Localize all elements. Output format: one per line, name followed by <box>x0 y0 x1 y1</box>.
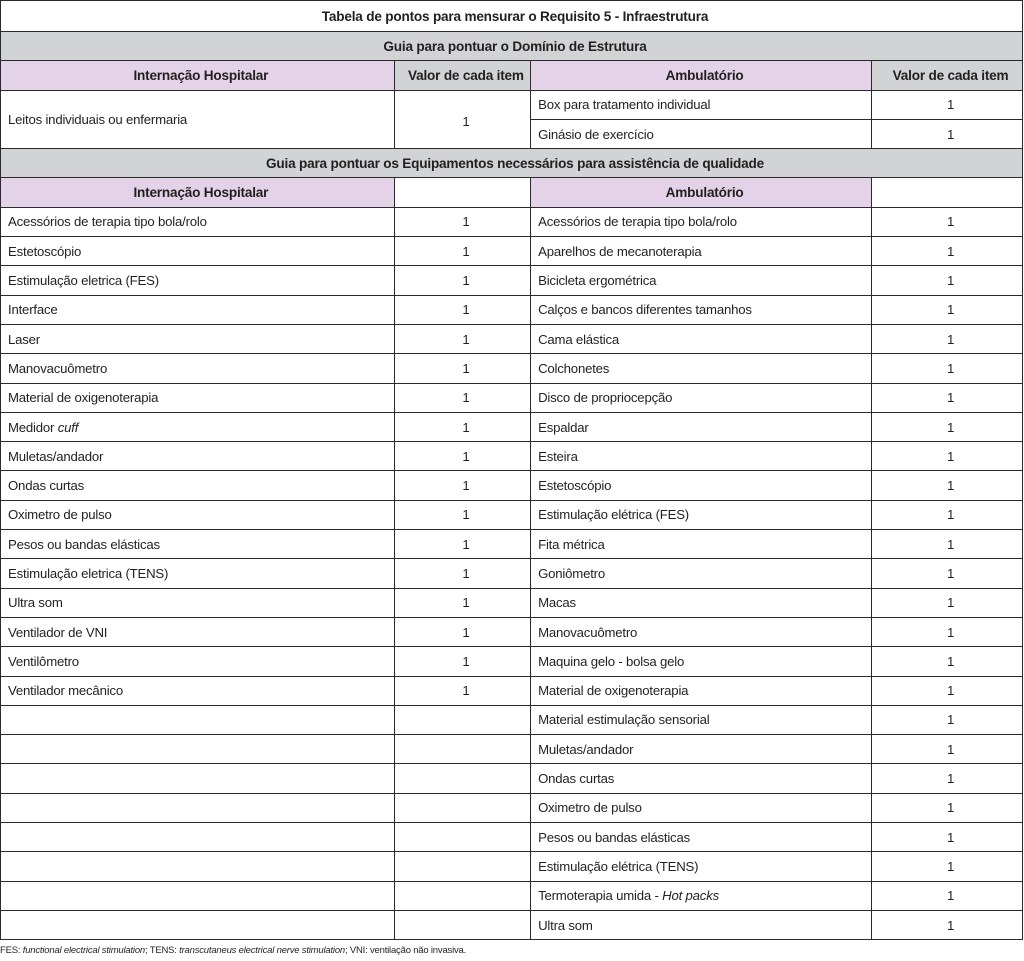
left-item-value <box>394 207 530 236</box>
right-item-value <box>872 412 1023 441</box>
right-item-value-text: 1 <box>946 419 955 435</box>
table-row <box>1 705 1023 734</box>
right-item-text: Oximetro de pulso <box>538 800 642 816</box>
left-item-value-text: 1 <box>462 273 470 289</box>
left-item-value-text: 1 <box>462 478 470 494</box>
section-1-header-row <box>1 61 1023 90</box>
left-item-value <box>394 793 530 822</box>
right-item <box>531 735 872 764</box>
left-item <box>1 588 395 617</box>
left-item-text: Pesos ou bandas elásticas <box>8 536 160 552</box>
section-2-header-row <box>1 178 1023 207</box>
right-item-value <box>872 588 1023 617</box>
left-item-text: Interface <box>8 302 58 318</box>
footnote-text: functional electrical stimulation <box>22 945 146 956</box>
left-item-text: Estimulação eletrica (TENS) <box>8 565 169 581</box>
left-item <box>1 471 395 500</box>
right-item-value <box>872 881 1023 910</box>
right-item-value-text: 1 <box>946 243 955 259</box>
right-item-text: Acessórios de terapia tipo bola/rolo <box>538 214 737 230</box>
left-item <box>1 705 395 734</box>
left-item-text: Laser <box>8 331 40 347</box>
table-row <box>1 823 1023 852</box>
right-item-value-text: 1 <box>946 565 955 581</box>
right-item-text: Muletas/andador <box>538 741 634 757</box>
left-item <box>1 910 395 939</box>
left-item-value <box>394 910 530 939</box>
right-item-value-text: 1 <box>946 360 955 376</box>
table-row <box>1 617 1023 646</box>
table-row <box>1 588 1023 617</box>
left-item <box>1 383 395 412</box>
left-item-value-text: 1 <box>462 390 470 406</box>
section-1-right-item-value: 1 <box>872 90 1023 119</box>
right-item-value <box>872 793 1023 822</box>
left-item-value <box>394 354 530 383</box>
right-item-value <box>872 324 1023 353</box>
right-item <box>531 764 872 793</box>
left-item-value <box>394 647 530 676</box>
right-item-value-text: 1 <box>946 214 955 230</box>
left-item <box>1 793 395 822</box>
right-item <box>531 500 872 529</box>
left-item-value <box>394 442 530 471</box>
right-item-text: Colchonetes <box>538 360 610 376</box>
right-item <box>531 237 872 266</box>
left-item-value-text: 1 <box>462 595 470 611</box>
right-item-value <box>872 500 1023 529</box>
section-1-right-item: Ginásio de exercício <box>531 119 872 148</box>
right-item <box>531 412 872 441</box>
left-item-text: Acessórios de terapia tipo bola/rolo <box>8 214 207 230</box>
right-item-value <box>872 910 1023 939</box>
left-item-value <box>394 559 530 588</box>
right-item <box>531 793 872 822</box>
right-item-value-text: 1 <box>946 800 955 816</box>
left-item-value <box>394 412 530 441</box>
right-item-value <box>872 676 1023 705</box>
left-item <box>1 823 395 852</box>
section-1-left-item: Leitos individuais ou enfermaria <box>1 90 395 149</box>
left-item-text: Material de oxigenoterapia <box>8 390 159 406</box>
right-item-value <box>872 735 1023 764</box>
left-item-italic-text: cuff <box>57 419 79 435</box>
right-item-text: Macas <box>538 595 576 611</box>
left-item-text: Ondas curtas <box>8 478 85 494</box>
right-item-value <box>872 471 1023 500</box>
right-item-value-text: 1 <box>946 273 955 289</box>
section-1-right-item-value: 1 <box>872 119 1023 148</box>
right-item-value <box>872 207 1023 236</box>
left-item <box>1 764 395 793</box>
footnote-text: ; VNI: ventilação não invasiva. <box>345 945 467 956</box>
left-item-value <box>394 295 530 324</box>
right-item-value <box>872 442 1023 471</box>
right-item-value <box>872 237 1023 266</box>
left-item-text: Ventilador de VNI <box>8 624 108 640</box>
left-item-value-text: 1 <box>462 243 470 259</box>
right-item-value <box>872 383 1023 412</box>
left-item-value <box>394 735 530 764</box>
right-item-value <box>872 295 1023 324</box>
right-item-value <box>872 764 1023 793</box>
right-item-value <box>872 354 1023 383</box>
right-item <box>531 324 872 353</box>
right-item <box>531 852 872 881</box>
right-item-text: Fita métrica <box>538 536 605 552</box>
section-1-header-left-value: Valor de cada item <box>394 61 530 90</box>
right-item-text: Estimulação elétrica (TENS) <box>538 858 699 874</box>
table-row <box>1 793 1023 822</box>
right-item-value-text: 1 <box>946 331 955 347</box>
right-item-text: Ultra som <box>538 917 593 933</box>
right-item-value-text: 1 <box>946 829 955 845</box>
right-item-value <box>872 647 1023 676</box>
right-item-value-text: 1 <box>946 536 955 552</box>
left-item-value-text: 1 <box>462 331 470 347</box>
right-item <box>531 559 872 588</box>
right-item-value-text: 1 <box>946 888 955 904</box>
left-item-value <box>394 823 530 852</box>
left-item-text: Estimulação eletrica (FES) <box>8 273 159 289</box>
right-item <box>531 442 872 471</box>
table-row <box>1 324 1023 353</box>
section-1-left-item-value: 1 <box>394 90 530 149</box>
left-item <box>1 207 395 236</box>
right-item-text: Ondas curtas <box>538 771 615 787</box>
table-row <box>1 647 1023 676</box>
left-item-value <box>394 324 530 353</box>
left-item <box>1 559 395 588</box>
right-item-value-text: 1 <box>946 507 955 523</box>
right-item-value <box>872 852 1023 881</box>
section-1-header-left: Internação Hospitalar <box>1 61 395 90</box>
right-item <box>531 881 872 910</box>
right-item-text: Manovacuômetro <box>538 624 638 640</box>
right-item-value-text: 1 <box>946 741 955 757</box>
section-2-header-right: Ambulatório <box>531 178 872 207</box>
left-item-value <box>394 588 530 617</box>
left-item <box>1 617 395 646</box>
right-item-text: Cama elástica <box>538 331 620 347</box>
right-item-value <box>872 823 1023 852</box>
left-item-value <box>394 266 530 295</box>
table-row <box>1 207 1023 236</box>
footnote-text: FES: <box>0 945 23 956</box>
right-item-text: Estetoscópio <box>538 478 612 494</box>
right-item-text: Esteira <box>538 448 578 464</box>
left-item-text: Muletas/andador <box>8 448 104 464</box>
right-item <box>531 676 872 705</box>
section-1-header-right: Ambulatório <box>531 61 872 90</box>
left-item <box>1 354 395 383</box>
left-item <box>1 530 395 559</box>
left-item-value <box>394 764 530 793</box>
right-item <box>531 207 872 236</box>
right-item-value-text: 1 <box>946 595 955 611</box>
right-item-italic-text: Hot packs <box>662 888 719 904</box>
left-item-value-text: 1 <box>462 653 470 669</box>
left-item <box>1 324 395 353</box>
right-item-text: Material de oxigenoterapia <box>538 683 689 699</box>
section-1-right-item: Box para tratamento individual <box>531 90 872 119</box>
table-row <box>1 530 1023 559</box>
left-item-text: Medidor <box>8 419 58 435</box>
left-item-value-text: 1 <box>462 683 470 699</box>
table-title-row <box>1 1 1023 32</box>
right-item-text: Disco de propriocepção <box>538 390 673 406</box>
right-item <box>531 530 872 559</box>
right-item-value-text: 1 <box>946 917 955 933</box>
section-2-header-left-value-blank <box>394 178 530 207</box>
right-item-text: Material estimulação sensorial <box>538 712 710 728</box>
left-item <box>1 412 395 441</box>
left-item <box>1 295 395 324</box>
left-item-value <box>394 471 530 500</box>
right-item <box>531 910 872 939</box>
footnote-text: transcutaneus electrical nerve stimulation <box>179 945 345 956</box>
left-item-value-text: 1 <box>462 536 470 552</box>
table-row <box>1 90 1023 119</box>
footnote <box>0 945 466 956</box>
left-item <box>1 442 395 471</box>
right-item-value-text: 1 <box>946 712 955 728</box>
right-item-text: Aparelhos de mecanoterapia <box>538 243 702 259</box>
right-item-text: Goniômetro <box>538 565 605 581</box>
left-item <box>1 647 395 676</box>
right-item <box>531 295 872 324</box>
right-item <box>531 588 872 617</box>
left-item <box>1 676 395 705</box>
right-item-value <box>872 559 1023 588</box>
left-item <box>1 237 395 266</box>
left-item-text: Manovacuômetro <box>8 360 108 376</box>
left-item-value-text: 1 <box>462 214 470 230</box>
left-item-text: Ventilador mecânico <box>8 683 123 699</box>
right-item <box>531 383 872 412</box>
right-item <box>531 354 872 383</box>
right-item-value-text: 1 <box>946 478 955 494</box>
right-item-value-text: 1 <box>946 302 955 318</box>
table-row <box>1 412 1023 441</box>
left-item-text: Ventilômetro <box>8 653 79 669</box>
footnote-text: ; TENS: <box>145 945 180 956</box>
right-item-text: Estimulação elétrica (FES) <box>538 507 689 523</box>
left-item-value <box>394 530 530 559</box>
table-row <box>1 354 1023 383</box>
left-item-value-text: 1 <box>462 507 470 523</box>
right-item-value-text: 1 <box>946 858 955 874</box>
right-item <box>531 266 872 295</box>
left-item-value <box>394 676 530 705</box>
table-row <box>1 295 1023 324</box>
left-item-value <box>394 617 530 646</box>
left-item-value <box>394 500 530 529</box>
section-2-title: Guia para pontuar os Equipamentos necessários para assistência de qualidade <box>1 149 1023 178</box>
right-item-value-text: 1 <box>946 771 955 787</box>
right-item-value <box>872 705 1023 734</box>
right-item-value-text: 1 <box>946 624 955 640</box>
table-row <box>1 471 1023 500</box>
table-row <box>1 910 1023 939</box>
table-row <box>1 559 1023 588</box>
section-2-header-left: Internação Hospitalar <box>1 178 395 207</box>
table-title: Tabela de pontos para mensurar o Requisito 5 - Infraestrutura <box>1 1 1023 32</box>
table-row <box>1 735 1023 764</box>
left-item <box>1 881 395 910</box>
left-item-value-text: 1 <box>462 565 470 581</box>
section-1-header-right-value: Valor de cada item <box>872 61 1023 90</box>
section-2-title-row <box>1 149 1023 178</box>
section-1-title-row <box>1 32 1023 61</box>
left-item <box>1 735 395 764</box>
table-row <box>1 676 1023 705</box>
table-row <box>1 764 1023 793</box>
right-item <box>531 617 872 646</box>
section-1-title: Guia para pontuar o Domínio de Estrutura <box>1 32 1023 61</box>
table-row <box>1 383 1023 412</box>
section-2-header-right-value-blank <box>872 178 1023 207</box>
table-row <box>1 442 1023 471</box>
left-item-text: Oximetro de pulso <box>8 507 112 523</box>
table-row <box>1 266 1023 295</box>
left-item <box>1 500 395 529</box>
right-item <box>531 471 872 500</box>
right-item-value-text: 1 <box>946 390 955 406</box>
left-item <box>1 266 395 295</box>
right-item <box>531 823 872 852</box>
left-item-value <box>394 852 530 881</box>
right-item-value <box>872 530 1023 559</box>
left-item-value-text: 1 <box>462 448 470 464</box>
left-item-value-text: 1 <box>462 302 470 318</box>
right-item-text: Calços e bancos diferentes tamanhos <box>538 302 752 318</box>
right-item-text: Bicicleta ergométrica <box>538 273 657 289</box>
left-item-value-text: 1 <box>462 624 470 640</box>
table-row <box>1 500 1023 529</box>
table-row <box>1 237 1023 266</box>
left-item-value <box>394 705 530 734</box>
right-item-value-text: 1 <box>946 683 955 699</box>
right-item-text: Maquina gelo - bolsa gelo <box>538 653 685 669</box>
right-item <box>531 705 872 734</box>
left-item-text: Estetoscópio <box>8 243 82 259</box>
right-item <box>531 647 872 676</box>
right-item-text: Espaldar <box>538 419 589 435</box>
right-item-value <box>872 617 1023 646</box>
right-item-text: Termoterapia umida - <box>538 888 663 904</box>
left-item-text: Ultra som <box>8 595 63 611</box>
left-item-value <box>394 237 530 266</box>
left-item-value-text: 1 <box>462 419 470 435</box>
left-item-value-text: 1 <box>462 360 470 376</box>
right-item-value-text: 1 <box>946 448 955 464</box>
left-item-value <box>394 383 530 412</box>
left-item <box>1 852 395 881</box>
left-item-value <box>394 881 530 910</box>
right-item-value <box>872 266 1023 295</box>
table-row <box>1 852 1023 881</box>
table-row <box>1 881 1023 910</box>
right-item-text: Pesos ou bandas elásticas <box>538 829 690 845</box>
right-item-value-text: 1 <box>946 653 955 669</box>
